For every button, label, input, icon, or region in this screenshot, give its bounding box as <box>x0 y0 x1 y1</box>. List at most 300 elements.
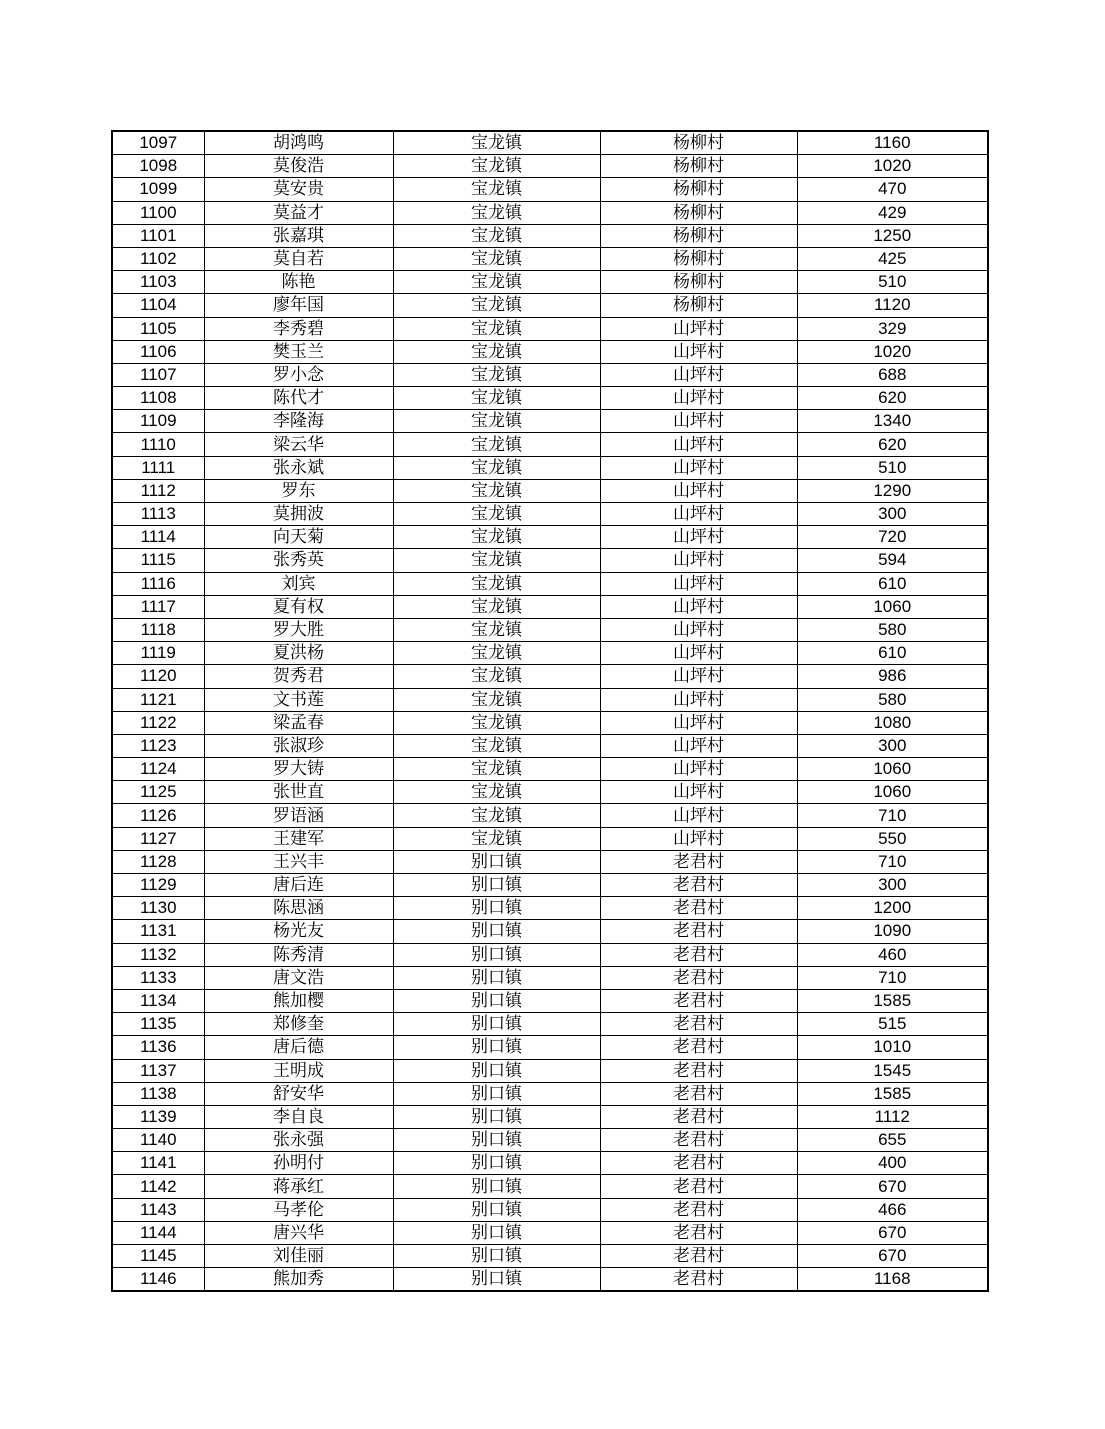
village-cell: 老君村 <box>600 1059 797 1082</box>
amount-cell: 1060 <box>797 781 988 804</box>
table-row <box>112 874 988 897</box>
table-row <box>112 642 988 665</box>
name-cell: 胡鸿鸣 <box>204 131 393 155</box>
table-row <box>112 595 988 618</box>
name-cell: 莫自若 <box>204 247 393 270</box>
village-cell: 老君村 <box>600 1036 797 1059</box>
table-row <box>112 131 988 155</box>
table-row <box>112 433 988 456</box>
name-cell: 罗大铸 <box>204 758 393 781</box>
village-cell: 山坪村 <box>600 317 797 340</box>
village-cell: 山坪村 <box>600 340 797 363</box>
row-number-cell: 1122 <box>112 711 204 734</box>
name-cell: 唐后连 <box>204 874 393 897</box>
town-cell: 宝龙镇 <box>393 595 600 618</box>
table-row <box>112 850 988 873</box>
table-row <box>112 224 988 247</box>
town-cell: 宝龙镇 <box>393 247 600 270</box>
name-cell: 莫安贵 <box>204 178 393 201</box>
village-cell: 山坪村 <box>600 572 797 595</box>
row-number-cell: 1134 <box>112 989 204 1012</box>
row-number-cell: 1132 <box>112 943 204 966</box>
row-number-cell: 1107 <box>112 363 204 386</box>
town-cell: 宝龙镇 <box>393 433 600 456</box>
town-cell: 别口镇 <box>393 874 600 897</box>
table-row <box>112 549 988 572</box>
village-cell: 老君村 <box>600 1175 797 1198</box>
town-cell: 宝龙镇 <box>393 317 600 340</box>
town-cell: 宝龙镇 <box>393 201 600 224</box>
name-cell: 张永斌 <box>204 456 393 479</box>
name-cell: 刘佳丽 <box>204 1245 393 1268</box>
town-cell: 别口镇 <box>393 1105 600 1128</box>
name-cell: 马孝伦 <box>204 1198 393 1221</box>
row-number-cell: 1133 <box>112 966 204 989</box>
amount-cell: 710 <box>797 966 988 989</box>
table-row <box>112 734 988 757</box>
table-row <box>112 688 988 711</box>
village-cell: 老君村 <box>600 1152 797 1175</box>
table-row <box>112 781 988 804</box>
village-cell: 老君村 <box>600 1105 797 1128</box>
town-cell: 别口镇 <box>393 1198 600 1221</box>
village-cell: 杨柳村 <box>600 271 797 294</box>
row-number-cell: 1106 <box>112 340 204 363</box>
town-cell: 宝龙镇 <box>393 572 600 595</box>
row-number-cell: 1105 <box>112 317 204 340</box>
name-cell: 王兴丰 <box>204 850 393 873</box>
village-cell: 山坪村 <box>600 827 797 850</box>
row-number-cell: 1145 <box>112 1245 204 1268</box>
row-number-cell: 1114 <box>112 526 204 549</box>
table-row <box>112 1105 988 1128</box>
village-cell: 山坪村 <box>600 503 797 526</box>
row-number-cell: 1126 <box>112 804 204 827</box>
row-number-cell: 1117 <box>112 595 204 618</box>
row-number-cell: 1102 <box>112 247 204 270</box>
row-number-cell: 1137 <box>112 1059 204 1082</box>
table-row <box>112 1129 988 1152</box>
town-cell: 别口镇 <box>393 1082 600 1105</box>
table-row <box>112 317 988 340</box>
town-cell: 别口镇 <box>393 1013 600 1036</box>
amount-cell: 1010 <box>797 1036 988 1059</box>
table-row <box>112 1059 988 1082</box>
table-row <box>112 340 988 363</box>
amount-cell: 1585 <box>797 989 988 1012</box>
town-cell: 宝龙镇 <box>393 642 600 665</box>
name-cell: 张永强 <box>204 1129 393 1152</box>
amount-cell: 670 <box>797 1245 988 1268</box>
town-cell: 宝龙镇 <box>393 456 600 479</box>
table-row <box>112 618 988 641</box>
table-row <box>112 897 988 920</box>
name-cell: 廖年国 <box>204 294 393 317</box>
amount-cell: 1250 <box>797 224 988 247</box>
amount-cell: 550 <box>797 827 988 850</box>
village-cell: 杨柳村 <box>600 178 797 201</box>
village-cell: 老君村 <box>600 1082 797 1105</box>
name-cell: 罗东 <box>204 479 393 502</box>
town-cell: 别口镇 <box>393 1152 600 1175</box>
name-cell: 文书莲 <box>204 688 393 711</box>
town-cell: 别口镇 <box>393 966 600 989</box>
row-number-cell: 1118 <box>112 618 204 641</box>
amount-cell: 1290 <box>797 479 988 502</box>
village-cell: 山坪村 <box>600 479 797 502</box>
table-row <box>112 294 988 317</box>
table-row <box>112 201 988 224</box>
name-cell: 刘宾 <box>204 572 393 595</box>
amount-cell: 460 <box>797 943 988 966</box>
table-row <box>112 1082 988 1105</box>
name-cell: 罗小念 <box>204 363 393 386</box>
table-row <box>112 804 988 827</box>
village-cell: 山坪村 <box>600 711 797 734</box>
name-cell: 梁孟春 <box>204 711 393 734</box>
village-cell: 老君村 <box>600 989 797 1012</box>
village-cell: 杨柳村 <box>600 201 797 224</box>
village-cell: 山坪村 <box>600 734 797 757</box>
village-cell: 山坪村 <box>600 549 797 572</box>
name-cell: 张秀英 <box>204 549 393 572</box>
table-row <box>112 247 988 270</box>
town-cell: 宝龙镇 <box>393 827 600 850</box>
amount-cell: 510 <box>797 271 988 294</box>
name-cell: 杨光友 <box>204 920 393 943</box>
amount-cell: 1020 <box>797 340 988 363</box>
row-number-cell: 1128 <box>112 850 204 873</box>
amount-cell: 655 <box>797 1129 988 1152</box>
amount-cell: 610 <box>797 642 988 665</box>
town-cell: 宝龙镇 <box>393 549 600 572</box>
town-cell: 宝龙镇 <box>393 224 600 247</box>
table-row <box>112 363 988 386</box>
village-cell: 老君村 <box>600 874 797 897</box>
table-row <box>112 1013 988 1036</box>
village-cell: 老君村 <box>600 897 797 920</box>
name-cell: 舒安华 <box>204 1082 393 1105</box>
table-row <box>112 1198 988 1221</box>
amount-cell: 986 <box>797 665 988 688</box>
table-row <box>112 271 988 294</box>
table-row <box>112 155 988 178</box>
row-number-cell: 1103 <box>112 271 204 294</box>
name-cell: 郑修奎 <box>204 1013 393 1036</box>
amount-cell: 1200 <box>797 897 988 920</box>
amount-cell: 710 <box>797 804 988 827</box>
town-cell: 宝龙镇 <box>393 665 600 688</box>
row-number-cell: 1142 <box>112 1175 204 1198</box>
table-row <box>112 503 988 526</box>
town-cell: 宝龙镇 <box>393 340 600 363</box>
amount-cell: 580 <box>797 618 988 641</box>
village-cell: 山坪村 <box>600 363 797 386</box>
name-cell: 罗大胜 <box>204 618 393 641</box>
row-number-cell: 1146 <box>112 1268 204 1292</box>
row-number-cell: 1139 <box>112 1105 204 1128</box>
village-cell: 山坪村 <box>600 618 797 641</box>
row-number-cell: 1130 <box>112 897 204 920</box>
name-cell: 夏有权 <box>204 595 393 618</box>
row-number-cell: 1136 <box>112 1036 204 1059</box>
town-cell: 别口镇 <box>393 943 600 966</box>
town-cell: 别口镇 <box>393 1268 600 1292</box>
amount-cell: 510 <box>797 456 988 479</box>
row-number-cell: 1135 <box>112 1013 204 1036</box>
row-number-cell: 1112 <box>112 479 204 502</box>
town-cell: 宝龙镇 <box>393 410 600 433</box>
amount-cell: 515 <box>797 1013 988 1036</box>
amount-cell: 425 <box>797 247 988 270</box>
row-number-cell: 1116 <box>112 572 204 595</box>
town-cell: 宝龙镇 <box>393 711 600 734</box>
amount-cell: 300 <box>797 503 988 526</box>
row-number-cell: 1097 <box>112 131 204 155</box>
name-cell: 唐文浩 <box>204 966 393 989</box>
table-row <box>112 989 988 1012</box>
name-cell: 莫益才 <box>204 201 393 224</box>
table-body <box>112 131 988 1291</box>
town-cell: 别口镇 <box>393 1221 600 1244</box>
amount-cell: 300 <box>797 874 988 897</box>
table-row <box>112 479 988 502</box>
amount-cell: 1168 <box>797 1268 988 1292</box>
row-number-cell: 1124 <box>112 758 204 781</box>
table-row <box>112 920 988 943</box>
amount-cell: 1340 <box>797 410 988 433</box>
name-cell: 向天菊 <box>204 526 393 549</box>
name-cell: 梁云华 <box>204 433 393 456</box>
town-cell: 宝龙镇 <box>393 479 600 502</box>
village-cell: 杨柳村 <box>600 131 797 155</box>
table-row <box>112 1221 988 1244</box>
amount-cell: 470 <box>797 178 988 201</box>
table-row <box>112 943 988 966</box>
town-cell: 别口镇 <box>393 1129 600 1152</box>
amount-cell: 400 <box>797 1152 988 1175</box>
row-number-cell: 1110 <box>112 433 204 456</box>
village-cell: 山坪村 <box>600 758 797 781</box>
amount-cell: 670 <box>797 1221 988 1244</box>
amount-cell: 429 <box>797 201 988 224</box>
village-cell: 山坪村 <box>600 781 797 804</box>
amount-cell: 610 <box>797 572 988 595</box>
table-row <box>112 1268 988 1292</box>
amount-cell: 1120 <box>797 294 988 317</box>
amount-cell: 1112 <box>797 1105 988 1128</box>
table-row <box>112 758 988 781</box>
village-cell: 山坪村 <box>600 456 797 479</box>
name-cell: 陈思涵 <box>204 897 393 920</box>
name-cell: 贺秀君 <box>204 665 393 688</box>
village-cell: 老君村 <box>600 943 797 966</box>
amount-cell: 1090 <box>797 920 988 943</box>
table-row <box>112 1245 988 1268</box>
amount-cell: 688 <box>797 363 988 386</box>
amount-cell: 620 <box>797 387 988 410</box>
row-number-cell: 1119 <box>112 642 204 665</box>
town-cell: 宝龙镇 <box>393 294 600 317</box>
amount-cell: 710 <box>797 850 988 873</box>
town-cell: 宝龙镇 <box>393 155 600 178</box>
name-cell: 孙明付 <box>204 1152 393 1175</box>
village-cell: 山坪村 <box>600 433 797 456</box>
village-cell: 山坪村 <box>600 642 797 665</box>
table-row <box>112 456 988 479</box>
row-number-cell: 1125 <box>112 781 204 804</box>
amount-cell: 300 <box>797 734 988 757</box>
town-cell: 宝龙镇 <box>393 526 600 549</box>
name-cell: 夏洪杨 <box>204 642 393 665</box>
village-cell: 杨柳村 <box>600 155 797 178</box>
table-row <box>112 1152 988 1175</box>
village-cell: 老君村 <box>600 966 797 989</box>
name-cell: 李自良 <box>204 1105 393 1128</box>
town-cell: 宝龙镇 <box>393 804 600 827</box>
row-number-cell: 1108 <box>112 387 204 410</box>
row-number-cell: 1104 <box>112 294 204 317</box>
village-cell: 山坪村 <box>600 804 797 827</box>
amount-cell: 466 <box>797 1198 988 1221</box>
name-cell: 王明成 <box>204 1059 393 1082</box>
name-cell: 张淑珍 <box>204 734 393 757</box>
row-number-cell: 1129 <box>112 874 204 897</box>
name-cell: 李秀碧 <box>204 317 393 340</box>
town-cell: 宝龙镇 <box>393 618 600 641</box>
amount-cell: 1060 <box>797 595 988 618</box>
amount-cell: 1545 <box>797 1059 988 1082</box>
row-number-cell: 1131 <box>112 920 204 943</box>
name-cell: 蒋承红 <box>204 1175 393 1198</box>
row-number-cell: 1100 <box>112 201 204 224</box>
row-number-cell: 1144 <box>112 1221 204 1244</box>
row-number-cell: 1123 <box>112 734 204 757</box>
name-cell: 张世直 <box>204 781 393 804</box>
town-cell: 宝龙镇 <box>393 363 600 386</box>
amount-cell: 1585 <box>797 1082 988 1105</box>
row-number-cell: 1141 <box>112 1152 204 1175</box>
town-cell: 宝龙镇 <box>393 734 600 757</box>
town-cell: 宝龙镇 <box>393 781 600 804</box>
town-cell: 宝龙镇 <box>393 688 600 711</box>
table-row <box>112 827 988 850</box>
village-cell: 山坪村 <box>600 410 797 433</box>
village-cell: 老君村 <box>600 1198 797 1221</box>
amount-cell: 1060 <box>797 758 988 781</box>
village-cell: 山坪村 <box>600 665 797 688</box>
table-row <box>112 665 988 688</box>
name-cell: 莫拥波 <box>204 503 393 526</box>
town-cell: 别口镇 <box>393 897 600 920</box>
amount-cell: 580 <box>797 688 988 711</box>
row-number-cell: 1120 <box>112 665 204 688</box>
row-number-cell: 1115 <box>112 549 204 572</box>
village-cell: 老君村 <box>600 1268 797 1292</box>
village-cell: 老君村 <box>600 920 797 943</box>
row-number-cell: 1140 <box>112 1129 204 1152</box>
town-cell: 别口镇 <box>393 1245 600 1268</box>
row-number-cell: 1099 <box>112 178 204 201</box>
row-number-cell: 1111 <box>112 456 204 479</box>
village-cell: 老君村 <box>600 850 797 873</box>
table-row <box>112 387 988 410</box>
name-cell: 唐后德 <box>204 1036 393 1059</box>
amount-cell: 329 <box>797 317 988 340</box>
village-cell: 杨柳村 <box>600 224 797 247</box>
row-number-cell: 1098 <box>112 155 204 178</box>
town-cell: 别口镇 <box>393 1059 600 1082</box>
amount-cell: 670 <box>797 1175 988 1198</box>
town-cell: 宝龙镇 <box>393 758 600 781</box>
row-number-cell: 1138 <box>112 1082 204 1105</box>
town-cell: 别口镇 <box>393 850 600 873</box>
village-cell: 老君村 <box>600 1245 797 1268</box>
village-cell: 杨柳村 <box>600 294 797 317</box>
table-row <box>112 410 988 433</box>
row-number-cell: 1113 <box>112 503 204 526</box>
name-cell: 陈代才 <box>204 387 393 410</box>
amount-cell: 1020 <box>797 155 988 178</box>
village-cell: 杨柳村 <box>600 247 797 270</box>
name-cell: 张嘉琪 <box>204 224 393 247</box>
name-cell: 唐兴华 <box>204 1221 393 1244</box>
village-cell: 山坪村 <box>600 387 797 410</box>
town-cell: 别口镇 <box>393 1036 600 1059</box>
village-cell: 山坪村 <box>600 595 797 618</box>
table-row <box>112 966 988 989</box>
village-cell: 老君村 <box>600 1013 797 1036</box>
amount-cell: 620 <box>797 433 988 456</box>
town-cell: 宝龙镇 <box>393 178 600 201</box>
name-cell: 陈艳 <box>204 271 393 294</box>
row-number-cell: 1109 <box>112 410 204 433</box>
name-cell: 莫俊浩 <box>204 155 393 178</box>
town-cell: 别口镇 <box>393 989 600 1012</box>
amount-cell: 720 <box>797 526 988 549</box>
row-number-cell: 1101 <box>112 224 204 247</box>
table-row <box>112 178 988 201</box>
village-cell: 山坪村 <box>600 688 797 711</box>
name-cell: 王建军 <box>204 827 393 850</box>
amount-cell: 1160 <box>797 131 988 155</box>
town-cell: 别口镇 <box>393 1175 600 1198</box>
data-table <box>111 130 989 1292</box>
town-cell: 宝龙镇 <box>393 503 600 526</box>
table-row <box>112 1036 988 1059</box>
town-cell: 宝龙镇 <box>393 387 600 410</box>
table-row <box>112 572 988 595</box>
row-number-cell: 1143 <box>112 1198 204 1221</box>
town-cell: 别口镇 <box>393 920 600 943</box>
name-cell: 樊玉兰 <box>204 340 393 363</box>
name-cell: 李隆海 <box>204 410 393 433</box>
name-cell: 罗语涵 <box>204 804 393 827</box>
table-row <box>112 711 988 734</box>
row-number-cell: 1121 <box>112 688 204 711</box>
table-row <box>112 526 988 549</box>
table-row <box>112 1175 988 1198</box>
name-cell: 熊加秀 <box>204 1268 393 1292</box>
village-cell: 老君村 <box>600 1129 797 1152</box>
row-number-cell: 1127 <box>112 827 204 850</box>
village-cell: 老君村 <box>600 1221 797 1244</box>
town-cell: 宝龙镇 <box>393 271 600 294</box>
name-cell: 熊加樱 <box>204 989 393 1012</box>
village-cell: 山坪村 <box>600 526 797 549</box>
town-cell: 宝龙镇 <box>393 131 600 155</box>
name-cell: 陈秀清 <box>204 943 393 966</box>
